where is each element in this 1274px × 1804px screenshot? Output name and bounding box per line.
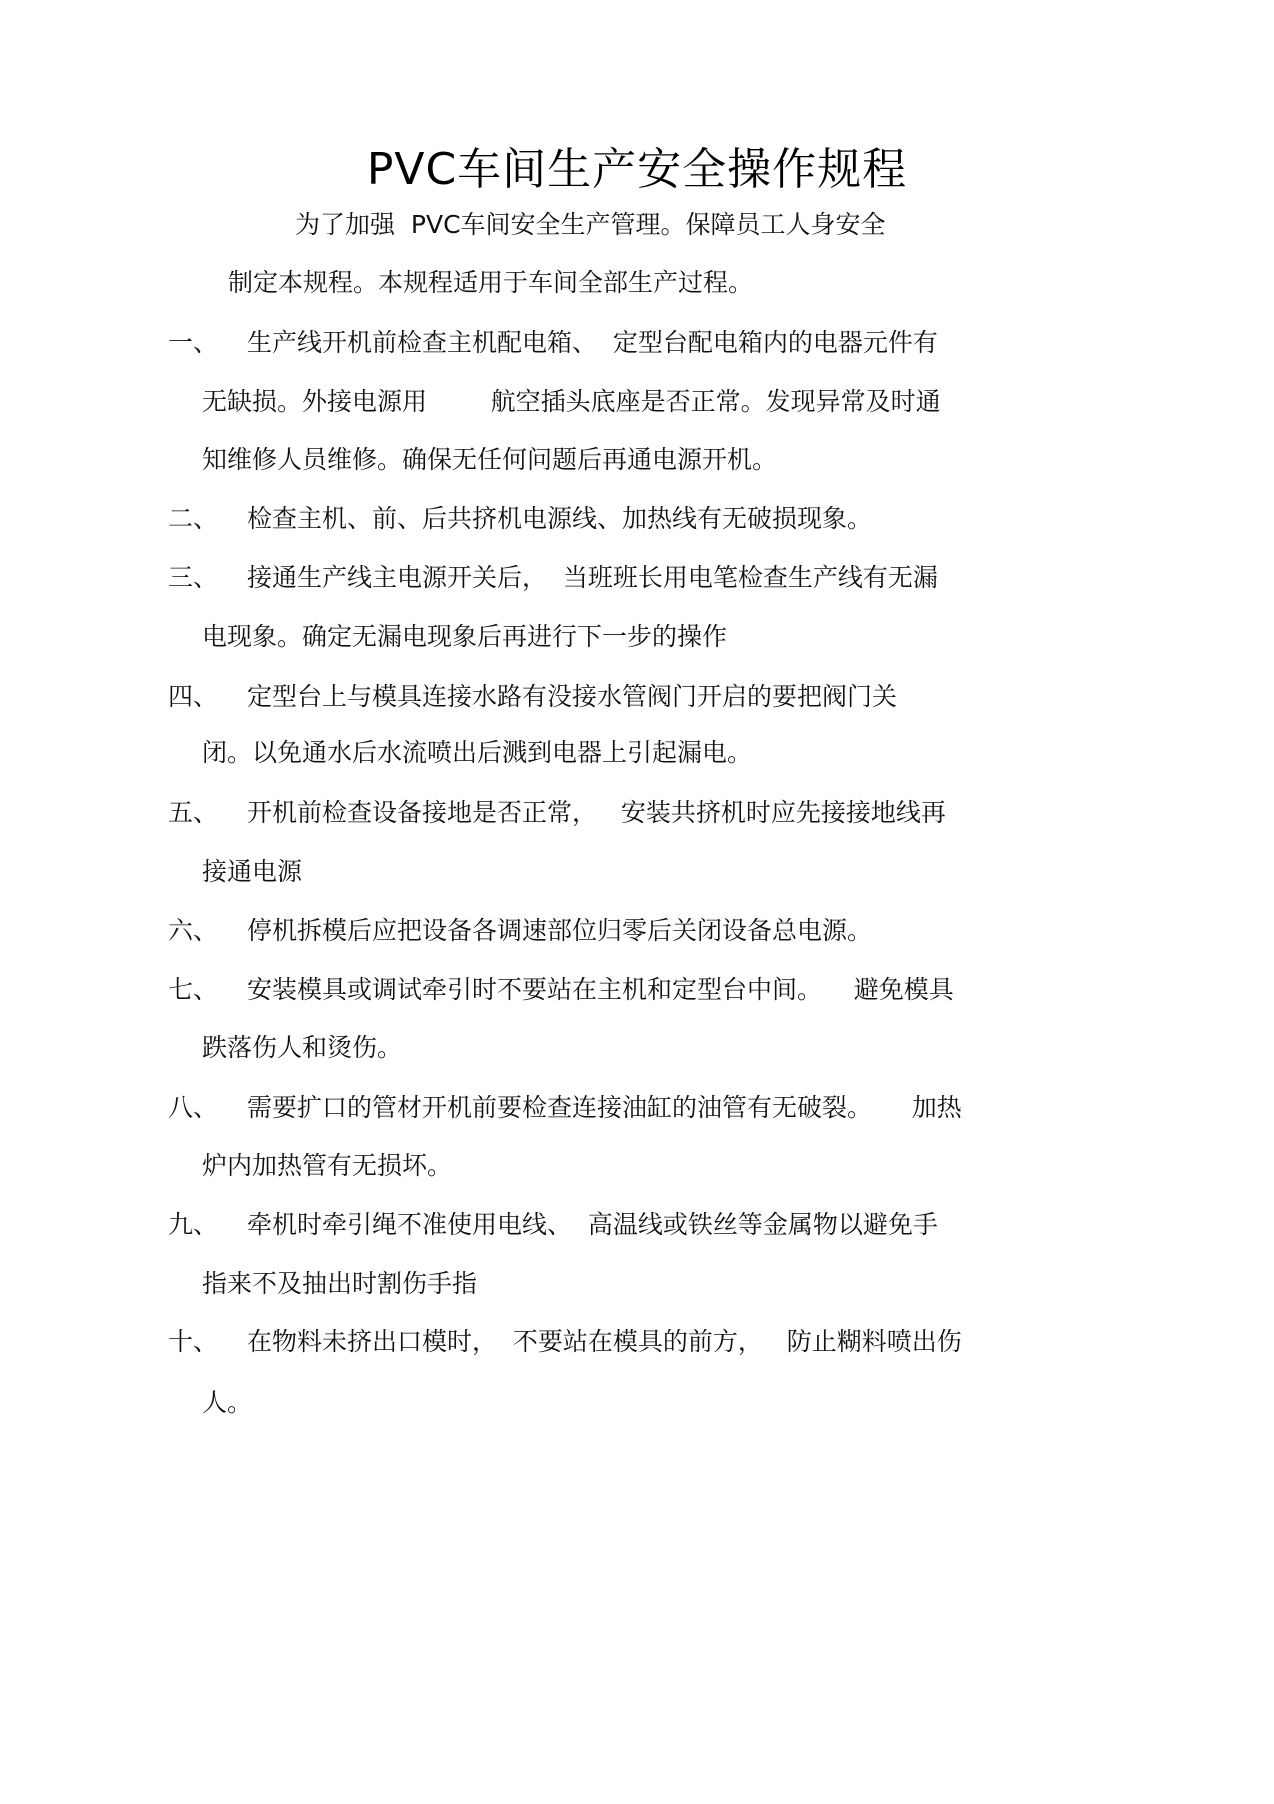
item-text-continued: 跌落伤人和烫伤。 (202, 1033, 403, 1062)
intro-line-2: 制定本规程。本规程适用于车间全部生产过程。 (228, 268, 754, 297)
item-text: 需要扩口的管材开机前要检查连接油缸的油管有无破裂。 加热 (247, 1093, 962, 1122)
item-text-continued: 指来不及抽出时割伤手指 (202, 1269, 478, 1298)
item-number: 二、 (168, 504, 219, 533)
document-title: PVC车间生产安全操作规程 (366, 144, 908, 195)
item-number: 六、 (168, 916, 219, 945)
item-text: 定型台上与模具连接水路有没接水管阀门开启的要把阀门关 (247, 682, 898, 711)
item-number: 七、 (168, 975, 219, 1004)
item-text: 检查主机、前、后共挤机电源线、加热线有无破损现象。 (247, 504, 873, 533)
item-text-continued: 人。 (202, 1388, 253, 1417)
intro-line-1: 为了加强 PVC车间安全生产管理。保障员工人身安全 (295, 210, 886, 239)
item-number: 十、 (168, 1327, 219, 1356)
item-text: 安装模具或调试牵引时不要站在主机和定型台中间。 避免模具 (247, 975, 954, 1004)
item-text-continued: 知维修人员维修。确保无任何问题后再通电源开机。 (202, 445, 778, 474)
item-text: 生产线开机前检查主机配电箱、 定型台配电箱内的电器元件有 (247, 328, 938, 357)
item-number: 三、 (168, 563, 219, 592)
item-text-continued: 电现象。确定无漏电现象后再进行下一步的操作 (202, 622, 728, 651)
item-number: 九、 (168, 1210, 219, 1239)
item-number: 四、 (168, 682, 219, 711)
item-text-continued: 无缺损。外接电源用 航空插头底座是否正常。发现异常及时通 (202, 387, 941, 416)
item-text: 开机前检查设备接地是否正常， 安装共挤机时应先接接地线再 (247, 798, 946, 827)
item-text-continued: 接通电源 (202, 857, 303, 886)
item-text: 停机拆模后应把设备各调速部位归零后关闭设备总电源。 (247, 916, 873, 945)
item-number: 五、 (168, 798, 219, 827)
item-number: 八、 (168, 1093, 219, 1122)
item-text: 接通生产线主电源开关后， 当班班长用电笔检查生产线有无漏 (247, 563, 938, 592)
item-text: 牵机时牵引绳不准使用电线、 高温线或铁丝等金属物以避免手 (247, 1210, 938, 1239)
item-number: 一、 (168, 328, 219, 357)
item-text-continued: 闭。以免通水后水流喷出后溅到电器上引起漏电。 (202, 738, 753, 767)
item-text-continued: 炉内加热管有无损坏。 (202, 1151, 453, 1180)
item-text: 在物料未挤出口模时， 不要站在模具的前方， 防止糊料喷出伤 (247, 1327, 962, 1356)
